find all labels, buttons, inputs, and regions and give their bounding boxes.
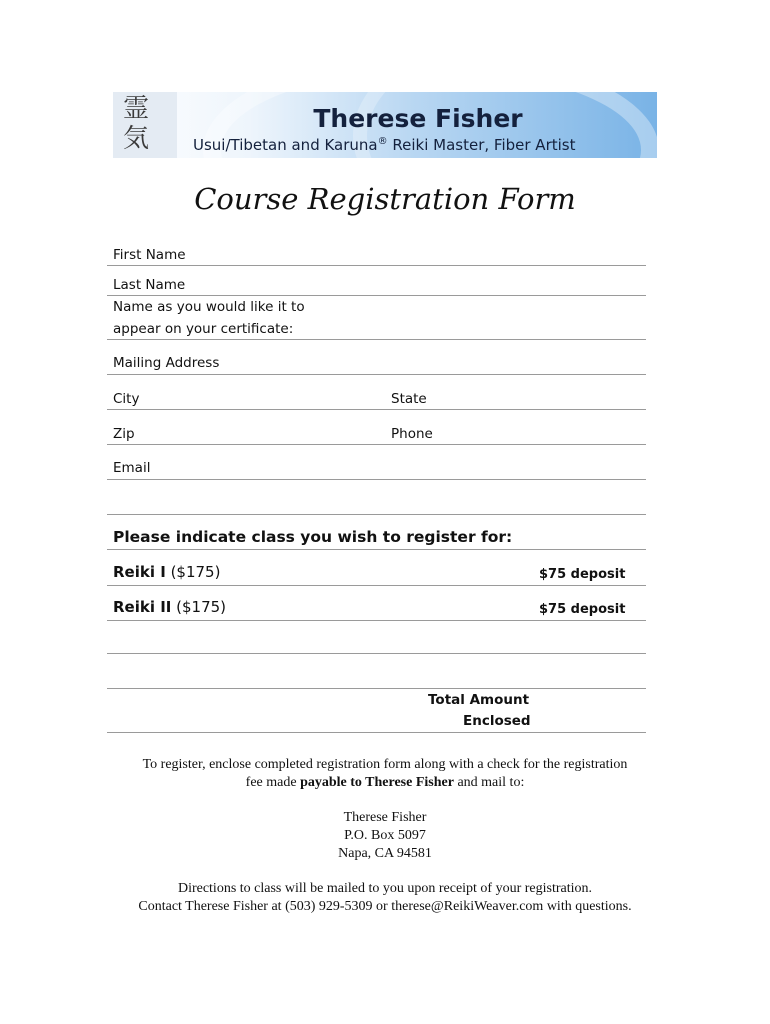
first-name-field[interactable] [107,265,646,266]
email-label: Email [113,460,151,476]
class-heading-rule [107,549,646,550]
header-banner [113,92,657,158]
phone-label: Phone [391,426,433,442]
registered-mark: ® [377,136,388,147]
deposit-reiki-2: $75 deposit [539,602,626,617]
deposit-reiki-1: $75 deposit [539,567,626,582]
address-name: Therese Fisher [343,810,427,825]
instructions-prefix: fee made [245,775,301,790]
instructions-line-2 [0,774,770,792]
class-line-reiki-2[interactable] [107,620,646,621]
blank-line-2[interactable] [107,688,646,689]
class-price: ($175) [176,598,227,616]
state-label: State [391,391,427,407]
city-state-field[interactable] [107,409,646,410]
mailing-address-field[interactable] [107,374,646,375]
blank-line-1[interactable] [107,653,646,654]
header-subtitle [193,136,575,154]
total-amount-label-1: Total Amount [428,692,530,708]
last-name-field[interactable] [107,295,646,296]
last-name-label: Last Name [113,277,186,293]
reiki-kanji-logo [113,92,177,158]
class-line-reiki-1[interactable] [107,585,646,586]
certificate-name-label-1: Name as you would like it to [113,299,305,315]
footer-contact: Contact Therese Fisher at (503) 929-5309 or therese@ReikiWeaver.com with questions. [138,899,632,914]
city-label: City [113,391,140,407]
address-box: P.O. Box 5097 [344,828,426,843]
email-field-extra[interactable] [107,514,646,515]
email-field[interactable] [107,479,646,480]
subtitle-prefix: Usui/Tibetan and Karuna [193,136,378,154]
footer-directions: Directions to class will be mailed to you upon receipt of your registration. [177,881,593,896]
mailing-address-label: Mailing Address [113,355,220,371]
form-title: Course Registration Form [194,182,576,216]
total-amount-field[interactable] [107,732,646,733]
class-section-heading: Please indicate class you wish to register for: [113,528,513,546]
instructions-suffix: and mail to: [453,775,525,790]
class-price: ($175) [170,563,221,581]
first-name-label: First Name [113,247,186,263]
kanji-top: 霊 [123,94,150,124]
instructions-line-1: To register, enclose completed registration form along with a check for the registration [142,757,628,772]
class-name: Reiki I [113,563,166,581]
kanji-bottom: 気 [123,124,150,154]
class-item-reiki-1[interactable] [113,563,220,581]
header-name: Therese Fisher [313,104,523,133]
total-amount-label-2: Enclosed [463,713,531,729]
payable-to: payable to Therese Fisher [300,775,454,790]
zip-label: Zip [113,426,135,442]
subtitle-suffix: Reiki Master, Fiber Artist [387,136,576,154]
class-item-reiki-2[interactable] [113,598,226,616]
zip-phone-field[interactable] [107,444,646,445]
certificate-name-field[interactable] [107,339,646,340]
class-name: Reiki II [113,598,172,616]
certificate-name-label-2: appear on your certificate: [113,321,294,337]
address-city: Napa, CA 94581 [338,846,432,861]
